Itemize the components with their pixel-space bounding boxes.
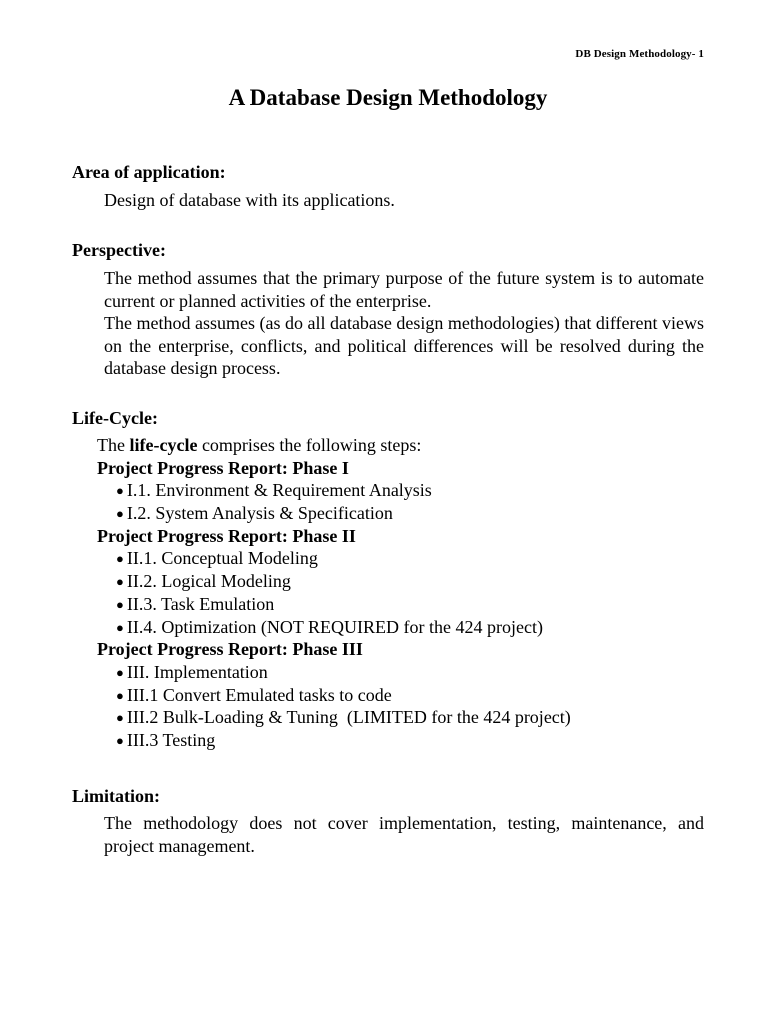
bullet-icon: ●	[116, 687, 124, 703]
perspective-paragraph-1: The method assumes that the primary purpose of the future system is to automate current or planned activities of the enterprise.	[104, 268, 704, 311]
lifecycle-steps	[97, 434, 571, 752]
list-item	[97, 729, 571, 752]
list-item	[97, 616, 571, 639]
list-item	[97, 661, 571, 684]
limitation-heading: Limitation:	[72, 786, 160, 806]
area-text: Design of database with its applications.	[104, 190, 395, 210]
lifecycle-intro-bold: life-cycle	[129, 435, 198, 455]
list-item-text: III.3 Testing	[126, 729, 216, 750]
lifecycle-intro-prefix: The	[97, 435, 130, 455]
list-item	[97, 502, 571, 525]
list-item	[97, 593, 571, 616]
bullet-icon: ●	[116, 710, 124, 726]
bullet-icon: ●	[116, 506, 124, 522]
list-item	[97, 479, 571, 502]
bullet-icon: ●	[116, 596, 124, 612]
list-item-text: II.3. Task Emulation	[126, 593, 275, 614]
phase-2-title: Project Progress Report: Phase II	[97, 525, 356, 546]
list-item-text: II.1. Conceptual Modeling	[126, 548, 318, 569]
bullet-icon: ●	[116, 664, 124, 680]
list-item-text: III.2 Bulk-Loading & Tuning (LIMITED for the 424 project)	[126, 707, 571, 728]
bullet-icon: ●	[116, 619, 124, 635]
list-item	[97, 684, 571, 707]
perspective-body	[104, 267, 704, 380]
area-heading: Area of application:	[72, 162, 226, 182]
lifecycle-intro-suffix: comprises the following steps:	[197, 435, 422, 455]
lifecycle-intro	[97, 434, 571, 457]
running-header: DB Design Methodology- 1	[575, 48, 704, 60]
bullet-icon: ●	[116, 732, 124, 748]
list-item	[97, 547, 571, 570]
limitation-text: The methodology does not cover implementation, testing, maintenance, and project management.	[104, 813, 704, 856]
list-item	[97, 706, 571, 729]
bullet-icon: ●	[116, 551, 124, 567]
phase-1-title: Project Progress Report: Phase I	[97, 457, 349, 478]
list-item-text: II.2. Logical Modeling	[126, 571, 291, 592]
perspective-heading: Perspective:	[72, 240, 166, 260]
bullet-icon: ●	[116, 483, 124, 499]
page-title: A Database Design Methodology	[228, 85, 548, 110]
perspective-paragraph-2: The method assumes (as do all database design methodologies) that different views on the enterprise, conflicts, and political differences will be resolved during the database design process.	[104, 313, 705, 378]
list-item-text: III. Implementation	[126, 661, 268, 682]
list-item-text: II.4. Optimization (NOT REQUIRED for the 424 project)	[126, 616, 543, 637]
list-item	[97, 570, 571, 593]
phase-3-title: Project Progress Report: Phase III	[97, 639, 363, 660]
list-item-text: III.1 Convert Emulated tasks to code	[126, 684, 392, 705]
lifecycle-heading: Life-Cycle:	[72, 408, 158, 428]
list-item-text: I.1. Environment & Requirement Analysis	[126, 480, 432, 501]
bullet-icon: ●	[116, 574, 124, 590]
list-item-text: I.2. System Analysis & Specification	[126, 503, 393, 524]
